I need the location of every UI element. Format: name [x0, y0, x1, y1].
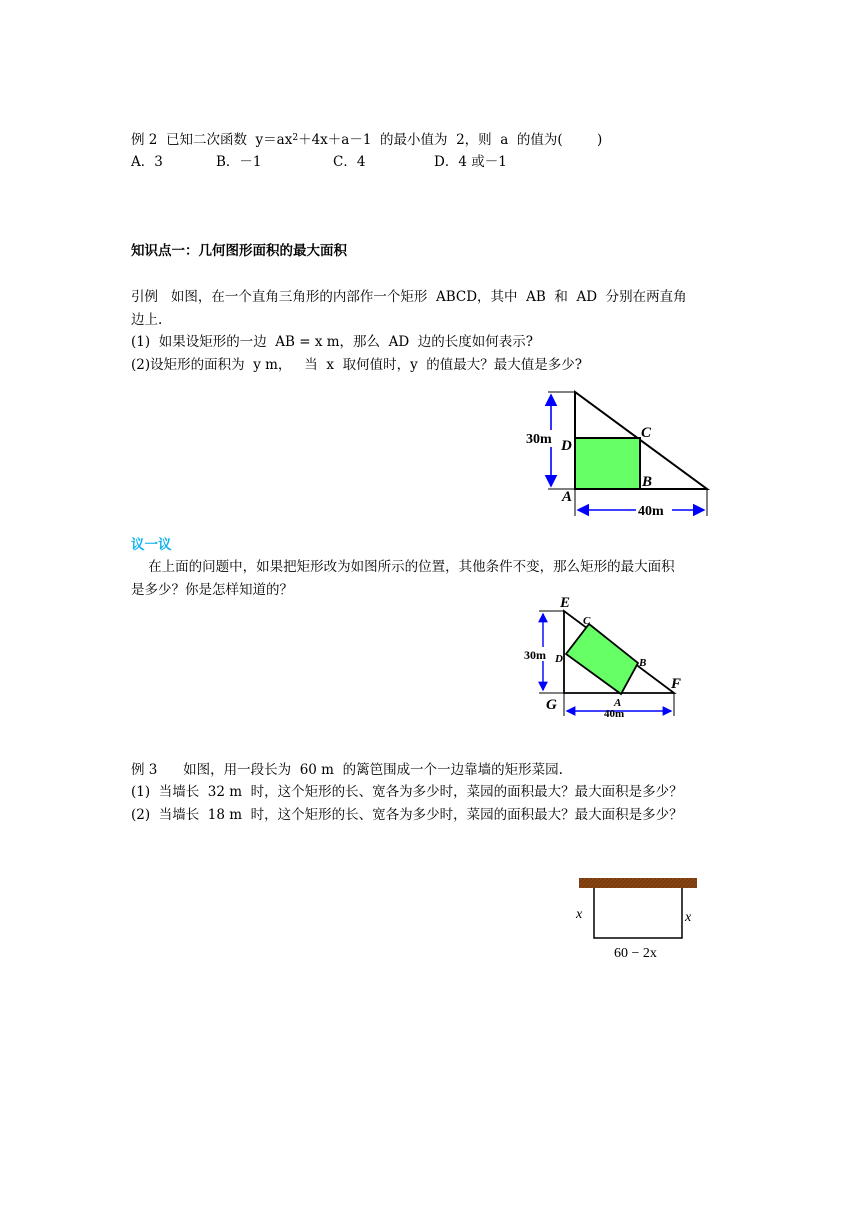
fence-outline [594, 888, 682, 938]
fence-right-label: x [685, 910, 692, 925]
fence-left-label: x [576, 907, 583, 922]
example2-option-b: B．－1 [216, 154, 262, 170]
width-label: 40m [638, 504, 664, 519]
example2-option-a: A．3 [131, 154, 163, 170]
example3-question-2: (2) 当墙长 18 m 时，这个矩形的长、宽各为多少时，菜园的面积最大？最大面积是多少？ [131, 807, 683, 823]
intro-question-1: (1) 如果设矩形的一边 AB = x m，那么 AD 边的长度如何表示? [131, 334, 534, 350]
label-e: E [560, 595, 571, 611]
intro-line-2: 边上. [131, 312, 163, 328]
example2-option-c: C．4 [333, 154, 366, 170]
fence-bottom-label: 60 − 2x [614, 946, 657, 961]
label-a: A [562, 489, 573, 505]
label-c2: C [583, 615, 591, 627]
label-f: F [671, 676, 682, 692]
intro-line-1: 引例 如图，在一个直角三角形的内部作一个矩形 ABCD，其中 AB 和 AD 分别在两直角 [131, 289, 687, 305]
height-label: 30m [526, 432, 552, 447]
tilted-rectangle [566, 624, 638, 694]
discuss-line-2: 是多少？你是怎样知道的？ [131, 582, 293, 598]
label-g: G [546, 697, 557, 713]
figure-1 [520, 385, 720, 520]
figure-3 [570, 872, 710, 967]
label-b2: B [639, 657, 647, 669]
label-d2: D [555, 653, 563, 665]
height-label-2: 30m [524, 648, 546, 662]
label-c: C [641, 425, 652, 441]
example3-question-1: (1) 当墙长 32 m 时，这个矩形的长、宽各为多少时，菜园的面积最大？最大面积是多少？ [131, 784, 683, 800]
example2-question: 例 2 已知二次函数 $y=ax^2+4x+a-1$ 的最小值为 2，则 a 的值为( ) [131, 132, 603, 148]
example2-option-d: D．4 或－1 [434, 154, 507, 170]
discuss-title: 议一议 [131, 537, 172, 553]
example3-line: 例 3 如图，用一段长为 60 m 的篱笆围成一个一边靠墙的矩形菜园. [131, 762, 563, 778]
intro-question-2: (2)设矩形的面积为 y m， 当 x 取何值时，y 的值最大？最大值是多少? [131, 357, 583, 373]
label-d: D [561, 438, 572, 454]
discuss-line-1: 在上面的问题中，如果把矩形改为如图所示的位置，其他条件不变，那么矩形的最大面积 [131, 559, 675, 575]
width-label-2: 40m [604, 708, 625, 720]
knowledge-heading: 知识点一：几何图形面积的最大面积 [131, 243, 347, 259]
label-b: B [642, 474, 653, 490]
inner-rectangle [575, 438, 640, 489]
label-a2: A [614, 697, 622, 709]
figure-2 [520, 590, 690, 720]
